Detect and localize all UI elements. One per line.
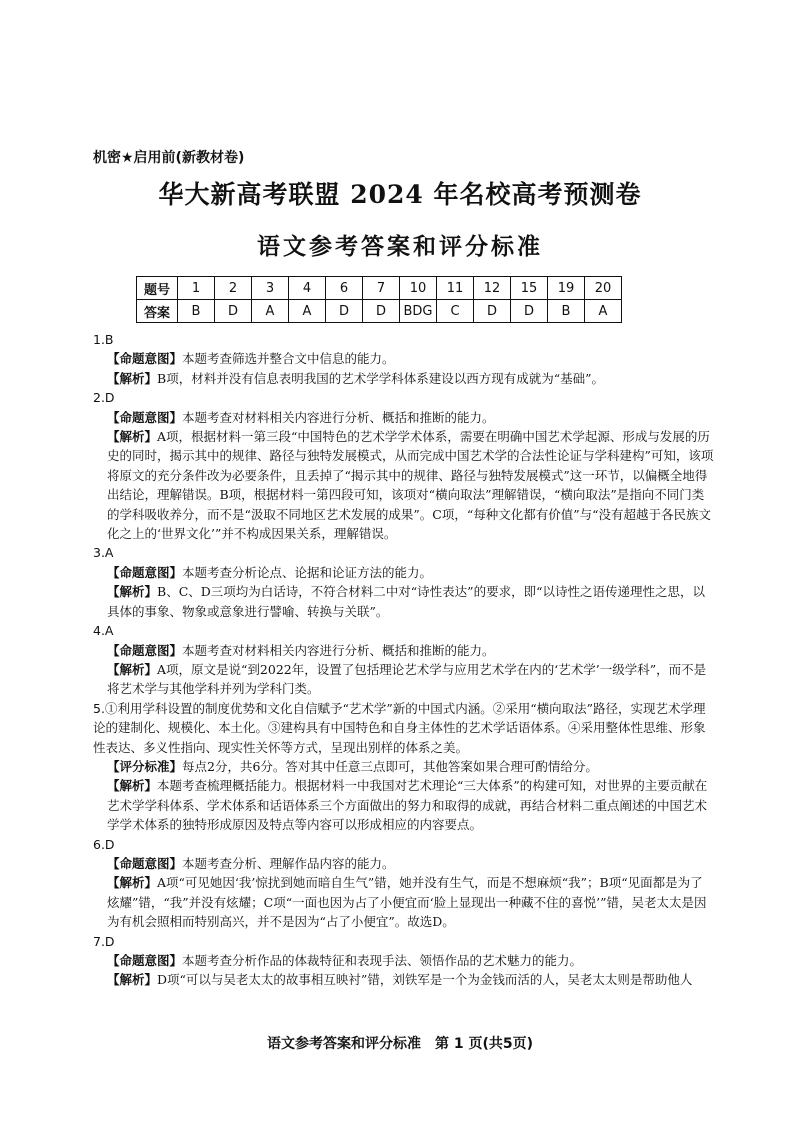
paragraph-text: 本题考查分析、理解作品内容的能力。 [182, 855, 395, 871]
row-label-number: 题号 [137, 277, 178, 300]
explanation-paragraph [93, 563, 715, 582]
section-tag: 【命题意图】 [107, 351, 183, 367]
page-footer: 语文参考答案和评分标准 第 1 页(共5页) [266, 1036, 534, 1052]
paragraph-text: D项“可以与吴老太太的故事相互映衬”错，刘铁军是一个为金钱而活的人，吴老太太则是帮助他人 [157, 972, 693, 988]
answer-points: ①利用学科设置的制度优势和文化自信赋予“艺术学”新的中国式内涵。②采用“横向取法”路径，实现艺术学理论的建制化、规模化、本土化。③建构具有中国特色和自身主体性的艺术学话语体系。④采用整体性思维、形象性表达、多义性指向、现实性关怀等方式，呈现出别样的体系之美。 [93, 700, 706, 755]
question-number: 6.D [93, 836, 115, 852]
answer-table-answer-row [137, 300, 622, 323]
question-number-cell: 3 [252, 277, 289, 300]
explanation-paragraph [93, 369, 715, 388]
question-number-cell: 10 [400, 277, 437, 300]
question-block [93, 932, 715, 990]
explanation-paragraph [93, 582, 715, 621]
question-number-cell: 2 [215, 277, 252, 300]
explanation-paragraph [93, 660, 715, 699]
explanation-paragraph [93, 951, 715, 970]
question-block [93, 835, 715, 932]
section-tag: 【解析】 [107, 778, 158, 794]
paragraph-text: B项，材料并没有信息表明我国的艺术学学科体系建设以西方现有成就为“基础”。 [157, 370, 604, 386]
explanation-paragraph [93, 641, 715, 660]
question-number-cell: 20 [585, 277, 622, 300]
answer-cell: A [252, 300, 289, 323]
question-number: 1.B [93, 332, 114, 347]
explanation-paragraph [93, 757, 715, 776]
explanation-paragraph [93, 427, 715, 543]
answer-cell: D [326, 300, 363, 323]
question-number: 5. [93, 700, 105, 716]
question-number-cell: 12 [474, 277, 511, 300]
section-tag: 【解析】 [107, 875, 158, 891]
paragraph-text: 本题考查分析作品的体裁特征和表现手法、领悟作品的艺术魅力的能力。 [182, 953, 583, 968]
explanation-paragraph [93, 854, 715, 873]
paragraph-text: A项，原文是说“到2022年，设置了包括理论艺术学与应用艺术学在内的‘艺术学’一级学科”，而不是将艺术学与其他学科并列为学科门类。 [107, 661, 707, 697]
answer-table [136, 276, 622, 323]
paragraph-text: B、C、D三项均为白话诗，不符合材料二中对“诗性表达”的要求，即“以诗性之语传递理性之思，以具体的事象、物象或意象进行譬喻、转换与关联”。 [107, 584, 705, 619]
paragraph-text: A项，根据材料一第三段“中国特色的艺术学学术体系，需要在明确中国艺术学起源、形成与发展的历史的同时，揭示其中的规律、路径与独特发展模式，从而完成中国艺术学的合法性论证与学科建构”可知，该项将原文的充分条件改为必要条件，且丢掉了“揭示其中的规律、路径与独特发展模式”这一环节，以偏概全地得出结论，理解错误。B项，根据材料一第四段可知，该项对“横向取法”理解错误，“横向取法”是指向不同门类的学科吸收养分，而不是“汲取不同地区艺术发展的成果”。C项，“每种文化都有价值”与“没有超越于各民族文化之上的‘世界文化’”并不构成因果关系，理解错误。 [107, 429, 714, 542]
answer-cell: BDG [400, 300, 437, 323]
question-block [93, 388, 715, 543]
paragraph-text: 本题考查分析论点、论据和论证方法的能力。 [182, 564, 433, 580]
section-tag: 【命题意图】 [107, 564, 183, 580]
question-block [93, 621, 715, 699]
question-number: 4.A [93, 623, 114, 639]
question-block [93, 699, 715, 835]
section-tag: 【解析】 [107, 370, 158, 386]
question-number-cell: 19 [548, 277, 585, 300]
explanation-paragraph [93, 873, 715, 931]
section-tag: 【解析】 [107, 584, 158, 600]
question-number-cell: 7 [363, 277, 400, 300]
answer-cell: D [215, 300, 252, 323]
explanation-paragraph [93, 970, 715, 989]
section-tag: 【命题意图】 [107, 642, 183, 658]
question-number-cell: 1 [178, 277, 215, 300]
explanation-paragraph [93, 776, 715, 834]
section-tag: 【解析】 [107, 661, 158, 677]
page-title: 华大新高考联盟 2024 年名校高考预测卷 [158, 180, 642, 209]
row-label-answer: 答案 [137, 300, 178, 323]
question-number-cell: 15 [511, 277, 548, 300]
question-number-cell: 6 [326, 277, 363, 300]
answer-cell: B [178, 300, 215, 323]
explanation-paragraph [93, 408, 715, 427]
section-tag: 【解析】 [107, 429, 158, 445]
question-block [93, 543, 715, 621]
answer-cell: D [474, 300, 511, 323]
confidential-label: 机密★启用前(新教材卷) [93, 150, 245, 166]
paragraph-text: 本题考查梳理概括能力。根据材料一中我国对艺术理论“三大体系”的构建可知，对世界的主要贡献在艺术学学科体系、学术体系和话语体系三个方面做出的努力和取得的成就，再结合材料二重点阐述的中国艺术学学术体系的独特形成原因及特点等内容可以形成相应的内容要点。 [107, 778, 708, 833]
question-number-cell: 11 [437, 277, 474, 300]
explanation-paragraph [93, 349, 715, 368]
section-tag: 【命题意图】 [107, 409, 183, 425]
answer-cell: A [289, 300, 326, 323]
page-subtitle: 语文参考答案和评分标准 [257, 233, 543, 260]
question-number: 2.D [93, 390, 115, 406]
section-tag: 【解析】 [107, 972, 158, 988]
paragraph-text: 每点2分，共6分。答对其中任意三点即可，其他答案如果合理可酌情给分。 [182, 758, 598, 774]
paragraph-text: 本题考查对材料相关内容进行分析、概括和推断的能力。 [182, 409, 495, 425]
answer-cell: A [585, 300, 622, 323]
answer-cell: D [363, 300, 400, 323]
question-number: 3.A [93, 545, 114, 561]
paragraph-text: 本题考查对材料相关内容进行分析、概括和推断的能力。 [182, 642, 495, 658]
section-tag: 【命题意图】 [107, 855, 183, 871]
question-number: 7.D [93, 933, 115, 949]
question-lead [93, 699, 715, 757]
paragraph-text: A项“可见她因‘我’惊扰到她而暗自生气”错，她并没有生气，而是不想麻烦“我”；B项“见面都是为了炫耀”错，“我”并没有炫耀；C项“一面也因为占了小便宜而‘脸上显现出一种藏不住的喜悦’”错，吴老太太是因为有机会照相而特别高兴，并不是因为“占了小便宜”。故选D。 [107, 875, 707, 930]
answer-table-number-row [137, 277, 622, 300]
answer-cell: C [437, 300, 474, 323]
answer-cell: B [548, 300, 585, 323]
section-tag: 【评分标准】 [107, 758, 183, 774]
answer-explanations [93, 330, 715, 990]
paragraph-text: 本题考查筛选并整合文中信息的能力。 [182, 351, 395, 367]
question-number-cell: 4 [289, 277, 326, 300]
answer-cell: D [511, 300, 548, 323]
section-tag: 【命题意图】 [107, 953, 183, 968]
question-block [93, 330, 715, 388]
